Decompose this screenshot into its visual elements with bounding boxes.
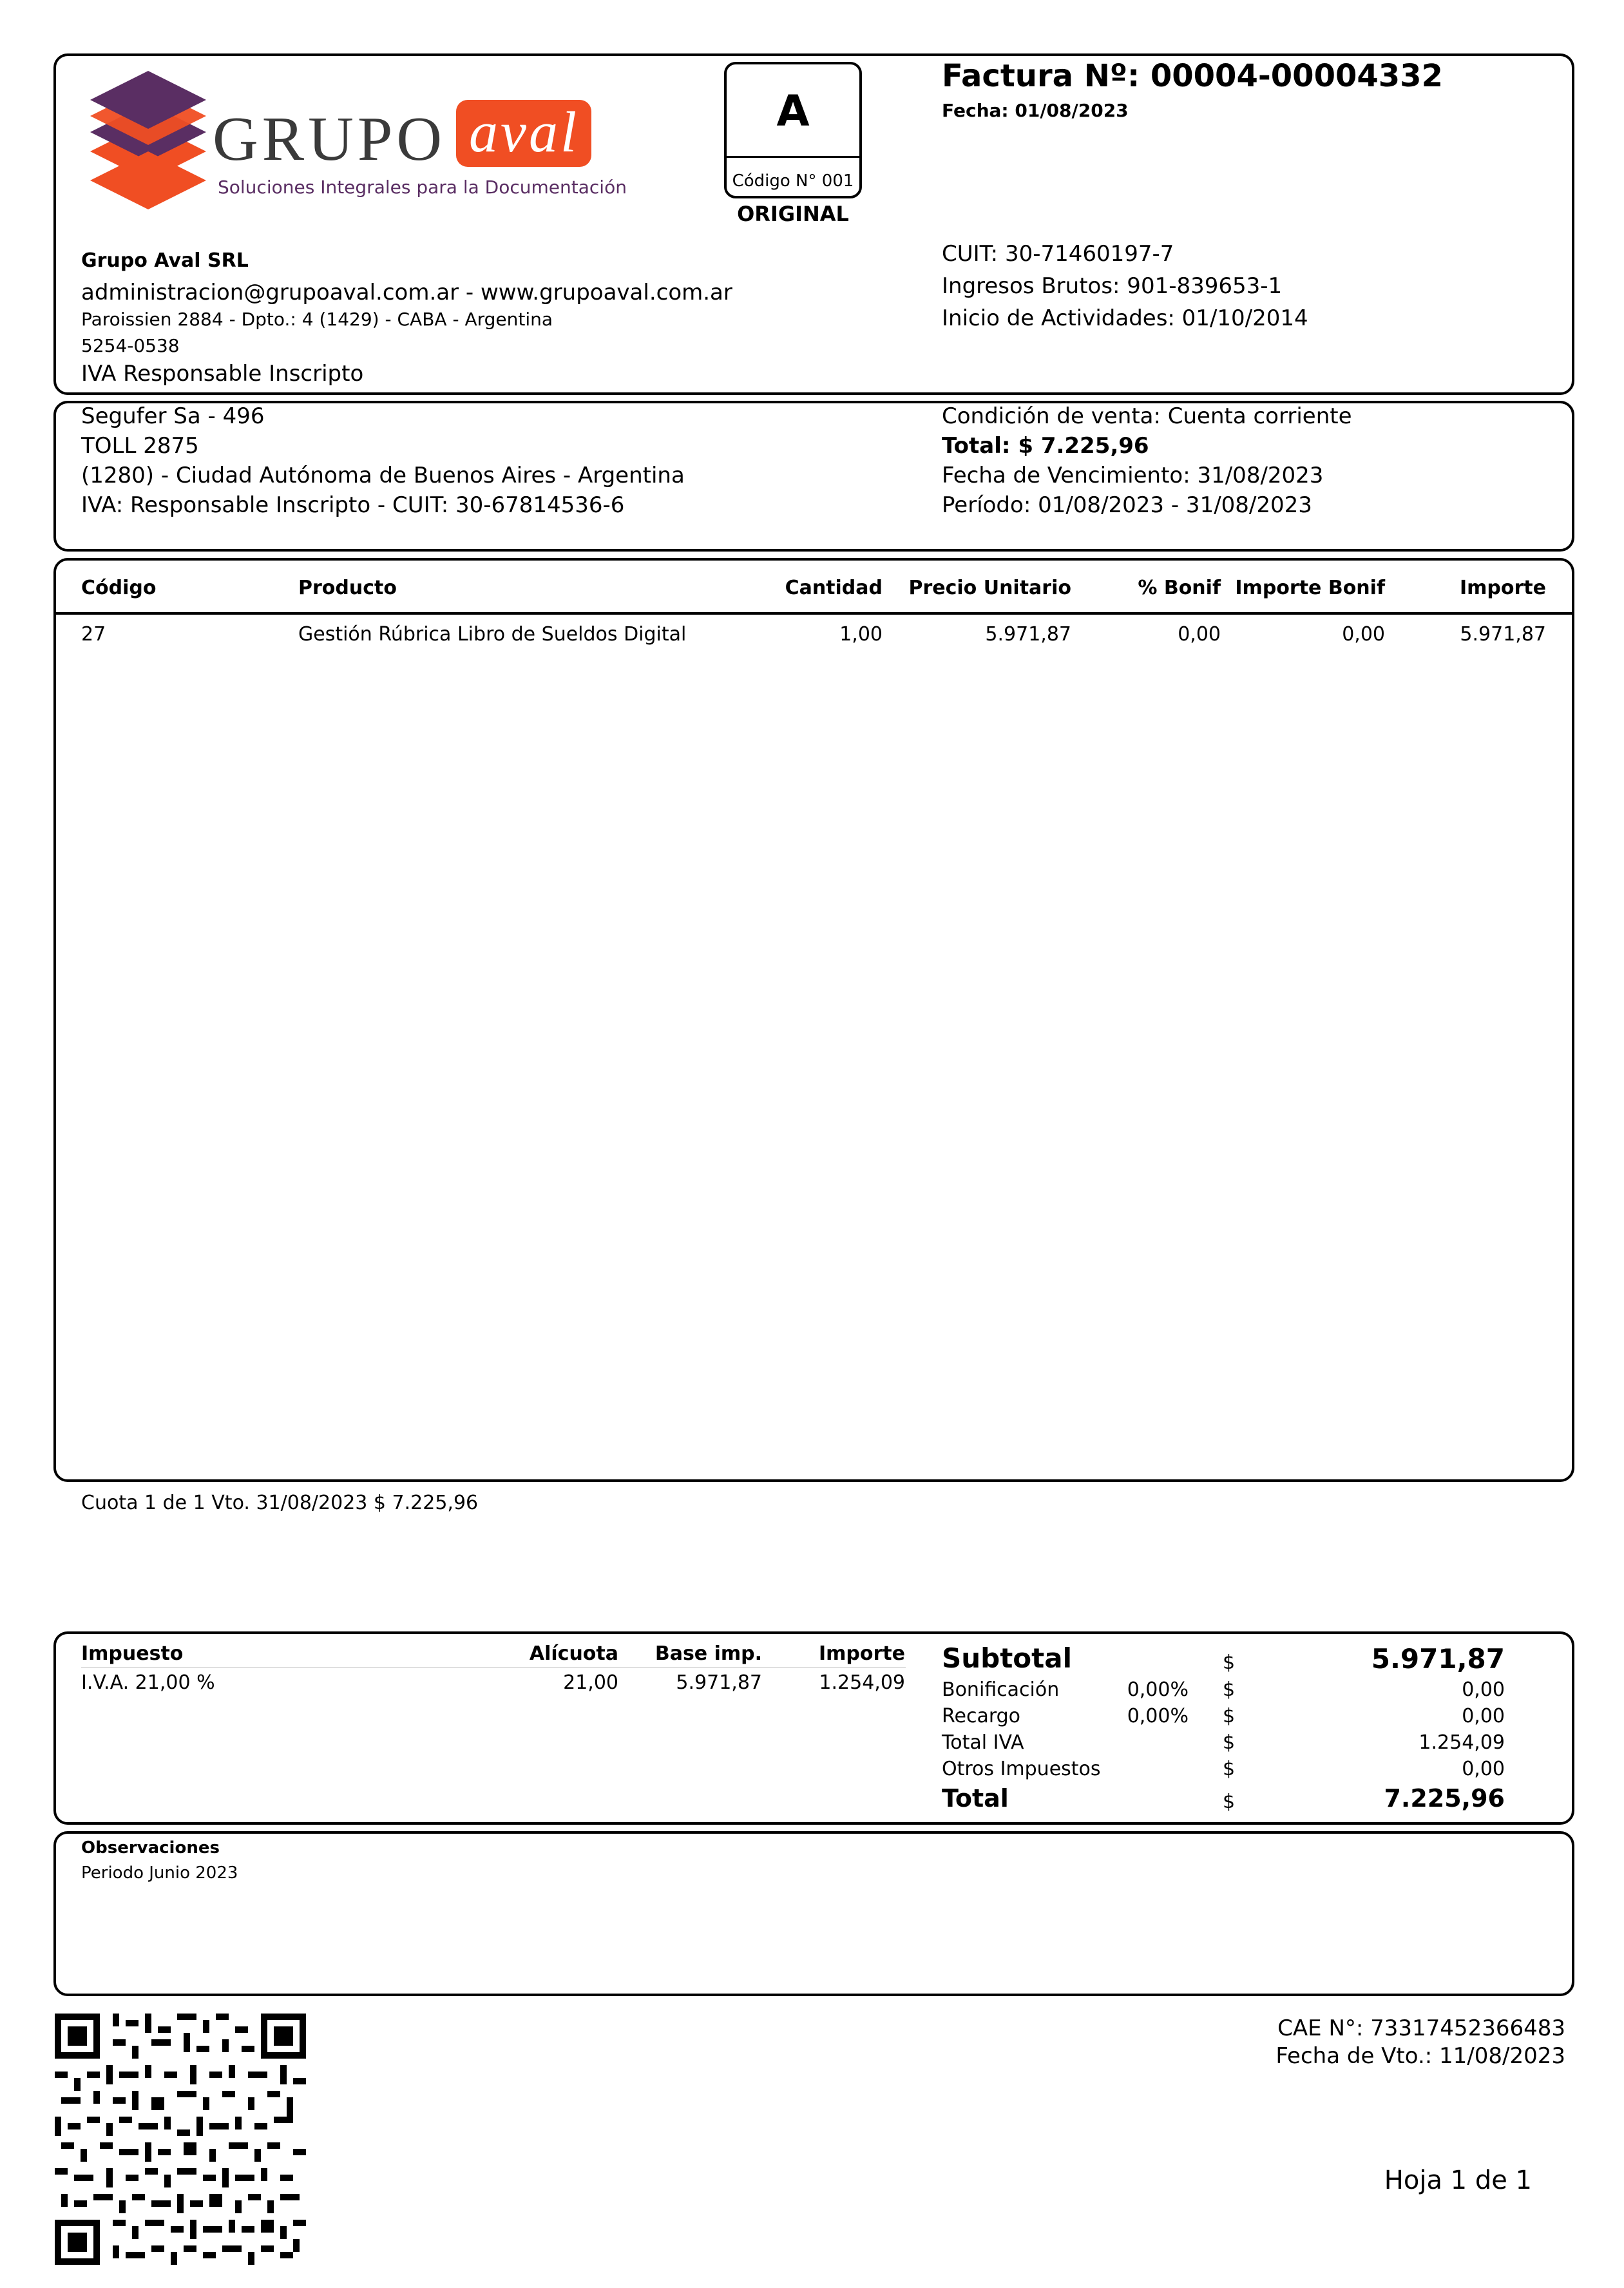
otros-impuestos-value: 0,00 [1462,1758,1505,1780]
billing-period: Período: 01/08/2023 - 31/08/2023 [942,492,1312,518]
tax-header-base: Base imp. [654,1642,762,1665]
client-total: Total: $ 7.225,96 [942,433,1149,459]
tax-header-alicuota: Alícuota [529,1642,618,1665]
total-iva-currency: $ [1223,1731,1236,1754]
total-iva-label: Total IVA [942,1731,1024,1754]
recargo-label: Recargo [942,1705,1021,1727]
items-header-divider [55,612,1573,615]
tax-row-importe: 1.254,09 [819,1671,905,1694]
invoice-copy-label: ORIGINAL [737,202,849,226]
item-cantidad: 1,00 [839,623,883,646]
invoice-letter: A [776,86,810,136]
client-tax-info: IVA: Responsable Inscripto - CUIT: 30-67814536-6 [81,492,625,518]
client-name: Segufer Sa - 496 [81,403,265,429]
logo-layers-icon [84,68,213,213]
due-date: Fecha de Vencimiento: 31/08/2023 [942,463,1324,488]
total-value: 7.225,96 [1384,1784,1505,1812]
cae-due-date: Fecha de Vto.: 11/08/2023 [1275,2043,1565,2069]
cae-number: CAE N°: 73317452366483 [1277,2015,1565,2041]
sale-condition: Condición de venta: Cuenta corriente [942,403,1352,429]
installment-note: Cuota 1 de 1 Vto. 31/08/2023 $ 7.225,96 [81,1492,479,1514]
subtotal-value: 5.971,87 [1371,1643,1505,1675]
item-importe-bonif: 0,00 [1342,623,1385,646]
client-street: TOLL 2875 [81,433,199,459]
col-header-cantidad: Cantidad [785,577,883,599]
recargo-pct: 0,00% [1127,1705,1189,1727]
issuer-tax-condition: IVA Responsable Inscripto [81,361,364,387]
observations-box [53,1831,1574,1996]
recargo-value: 0,00 [1462,1705,1505,1727]
invoice-type-code: Código N° 001 [732,171,854,191]
issuer-phone: 5254-0538 [81,335,180,356]
page-number: Hoja 1 de 1 [1384,2166,1532,2195]
tax-header-impuesto: Impuesto [81,1642,184,1665]
col-header-codigo: Código [81,577,157,599]
recargo-currency: $ [1223,1705,1236,1727]
issuer-contact: administracion@grupoaval.com.ar - www.grupoaval.com.ar [81,280,732,305]
bonificacion-label: Bonificación [942,1678,1060,1701]
tax-header-importe: Importe [819,1642,905,1665]
observations-title: Observaciones [81,1838,220,1858]
total-iva-value: 1.254,09 [1419,1731,1505,1754]
otros-impuestos-currency: $ [1223,1758,1236,1780]
item-importe: 5.971,87 [1460,623,1546,646]
tax-row-alicuota: 21,00 [563,1671,618,1694]
issuer-cuit: CUIT: 30-71460197-7 [942,241,1174,267]
logo-tagline: Soluciones Integrales para la Documentación [218,177,627,198]
item-precio-unitario: 5.971,87 [985,623,1071,646]
col-header-importe: Importe [1460,577,1546,599]
col-header-bonif-pct: % Bonif [1138,577,1221,599]
tax-row-impuesto: I.V.A. 21,00 % [81,1671,215,1694]
issuer-name: Grupo Aval SRL [81,249,249,272]
invoice-title: Factura Nº: 00004-00004332 [942,58,1443,94]
qr-code-icon [55,2014,306,2265]
afip-qr-code [55,2014,306,2265]
total-currency: $ [1223,1791,1236,1813]
bonificacion-value: 0,00 [1462,1678,1505,1701]
col-header-importe-bonif: Importe Bonif [1235,577,1385,599]
col-header-producto: Producto [298,577,397,599]
logo-brand-right: aval [469,101,579,164]
company-logo [84,68,627,216]
item-codigo: 27 [81,623,106,646]
logo-brand-left: GRUPO [213,104,446,174]
issuer-ingresos-brutos: Ingresos Brutos: 901-839653-1 [942,273,1283,299]
subtotal-label: Subtotal [942,1642,1072,1674]
item-bonif-pct: 0,00 [1178,623,1221,646]
bonificacion-currency: $ [1223,1678,1236,1701]
observations-text: Periodo Junio 2023 [81,1863,238,1883]
bonificacion-pct: 0,00% [1127,1678,1189,1701]
item-producto: Gestión Rúbrica Libro de Sueldos Digital [298,623,687,646]
invoice-date: Fecha: 01/08/2023 [942,100,1129,121]
issuer-start-date: Inicio de Actividades: 01/10/2014 [942,305,1308,331]
col-header-precio-unitario: Precio Unitario [908,577,1071,599]
invoice-type-divider [724,156,862,158]
client-city: (1280) - Ciudad Autónoma de Buenos Aires - Argentina [81,463,685,488]
items-table [53,558,1574,1482]
tax-row-base: 5.971,87 [676,1671,762,1694]
otros-impuestos-label: Otros Impuestos [942,1758,1101,1780]
total-label: Total [942,1784,1009,1812]
subtotal-currency: $ [1223,1651,1236,1674]
issuer-address: Paroissien 2884 - Dpto.: 4 (1429) - CABA - Argentina [81,309,553,330]
